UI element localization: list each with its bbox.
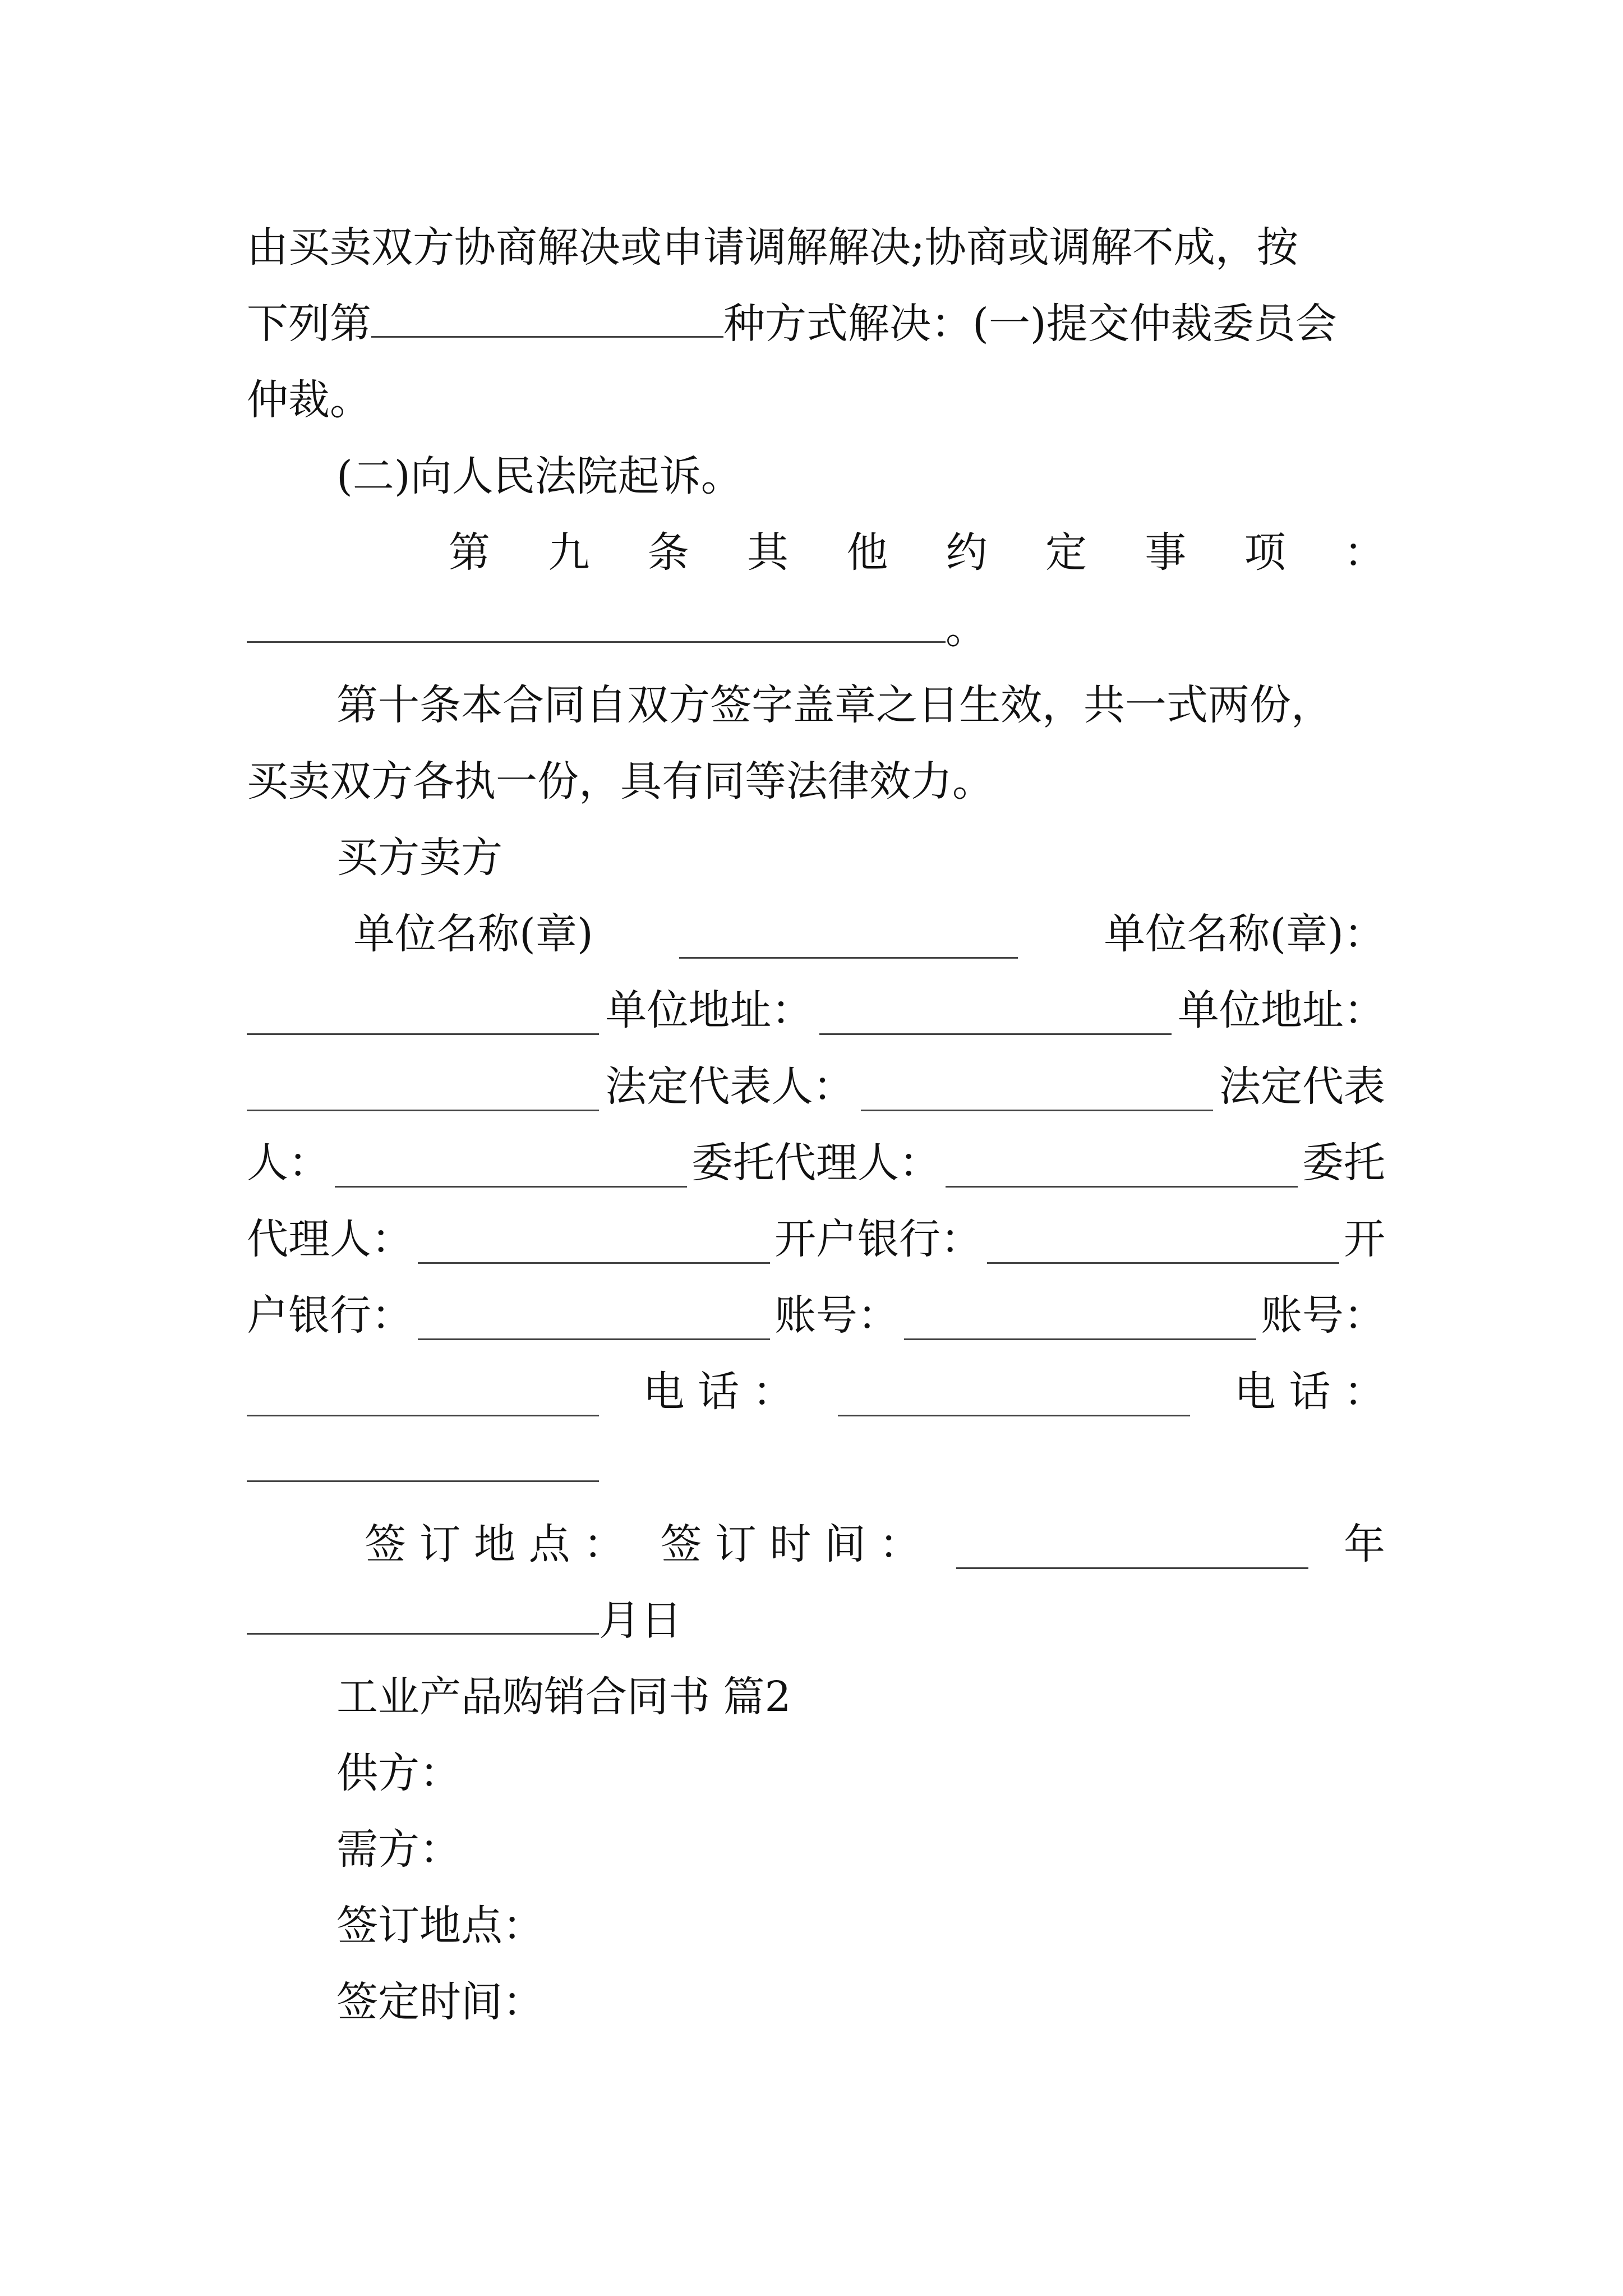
- signature-row: [247, 972, 1385, 1049]
- label: 签 订 地 点 ：: [365, 1520, 625, 1568]
- label: 人：: [247, 1139, 330, 1187]
- label: 签 订 时 间 ：: [660, 1520, 921, 1568]
- char: 事: [1145, 528, 1187, 577]
- char: 条: [647, 528, 689, 577]
- label: 电 话 ：: [1234, 1368, 1385, 1416]
- signature-row: [247, 1429, 1385, 1507]
- paragraph-line: [247, 209, 1385, 286]
- paragraph-line: [247, 285, 1385, 362]
- label: 单位地址：: [605, 986, 813, 1034]
- label: 电 话 ：: [643, 1368, 794, 1416]
- fill-blank[interactable]: [247, 1368, 599, 1416]
- fill-blank[interactable]: [371, 289, 723, 338]
- char: 项: [1244, 528, 1286, 577]
- signature-row: [247, 1277, 1385, 1354]
- fill-blank[interactable]: [819, 986, 1172, 1035]
- text: 第十条本合同自双方签字盖章之日生效，共一式两份，: [336, 681, 1332, 729]
- fill-blank[interactable]: [838, 1368, 1190, 1416]
- text: 签订地点：: [336, 1902, 544, 1950]
- char: 第: [449, 528, 490, 577]
- signature-row: [247, 895, 1385, 973]
- signature-row: [247, 1582, 1385, 1659]
- signature-row: [247, 1200, 1385, 1278]
- fill-blank[interactable]: [861, 1062, 1213, 1111]
- paragraph-line: [247, 361, 1385, 439]
- label: 开户银行：: [774, 1215, 982, 1263]
- text: 需方：: [336, 1825, 461, 1874]
- fill-blank[interactable]: [247, 1433, 599, 1482]
- signature-row: [247, 1124, 1385, 1202]
- fill-blank[interactable]: [247, 1062, 599, 1111]
- text: 签定时间：: [336, 1978, 544, 2026]
- label: 账号：: [774, 1291, 899, 1340]
- fill-blank[interactable]: [247, 1586, 599, 1635]
- label: 委托代理人：: [691, 1139, 940, 1187]
- label: 年: [1343, 1520, 1385, 1568]
- text: 仲裁。: [247, 376, 371, 424]
- text: 供方：: [336, 1749, 461, 1797]
- paragraph-line: [247, 590, 1385, 668]
- text: 买卖双方各执一份，具有同等法律效力。: [247, 757, 994, 806]
- article-nine-heading: [247, 514, 1385, 591]
- fill-blank[interactable]: [679, 910, 1018, 959]
- field-line: [247, 1963, 1385, 2041]
- label: 代理人：: [247, 1215, 413, 1263]
- text: 月日: [599, 1596, 682, 1645]
- label: 账号：: [1261, 1291, 1385, 1340]
- fill-blank[interactable]: [418, 1291, 770, 1340]
- section-title: [247, 1658, 1385, 1736]
- paragraph-line: [247, 819, 1385, 896]
- text: (二)向人民法院起诉。: [336, 452, 743, 500]
- signature-row: [247, 1048, 1385, 1125]
- field-line: [247, 1887, 1385, 1964]
- label: 户银行：: [247, 1291, 413, 1340]
- label: 单位地址：: [1177, 986, 1385, 1034]
- text: 由买卖双方协商解决或申请调解解决;协商或调解不成，按: [247, 223, 1298, 272]
- field-line: [247, 1734, 1385, 1812]
- fill-blank[interactable]: [987, 1215, 1339, 1264]
- paragraph-line: [247, 438, 1385, 515]
- char: 定: [1045, 528, 1087, 577]
- fill-blank[interactable]: [247, 594, 946, 643]
- label: 法定代表人：: [605, 1062, 855, 1111]
- fill-blank[interactable]: [946, 1139, 1298, 1188]
- fill-blank[interactable]: [904, 1291, 1256, 1340]
- char: ：: [1343, 528, 1385, 577]
- paragraph-line: [247, 743, 1385, 820]
- text: 种方式解决：(一)提交仲裁委员会: [723, 300, 1337, 348]
- char: 他: [846, 528, 888, 577]
- fill-blank[interactable]: [418, 1215, 770, 1264]
- label: 单位名称(章): [353, 910, 593, 958]
- text: 。: [946, 605, 987, 653]
- fill-blank[interactable]: [335, 1139, 687, 1188]
- fill-blank[interactable]: [956, 1520, 1308, 1569]
- text: 工业产品购销合同书 篇2: [336, 1673, 791, 1721]
- label: 委托: [1302, 1139, 1385, 1187]
- text: 下列第: [247, 300, 371, 348]
- paragraph-line: [247, 666, 1385, 744]
- char: 约: [946, 528, 988, 577]
- char: 其: [746, 528, 789, 577]
- field-line: [247, 1811, 1385, 1888]
- signature-row: [247, 1506, 1385, 1583]
- label: 法定代表: [1219, 1062, 1385, 1111]
- text: 买方卖方: [336, 834, 502, 882]
- label: 开: [1344, 1215, 1385, 1263]
- label: 单位名称(章)：: [1104, 910, 1385, 958]
- signature-row: [247, 1353, 1385, 1430]
- fill-blank[interactable]: [247, 986, 599, 1035]
- char: 九: [548, 528, 590, 577]
